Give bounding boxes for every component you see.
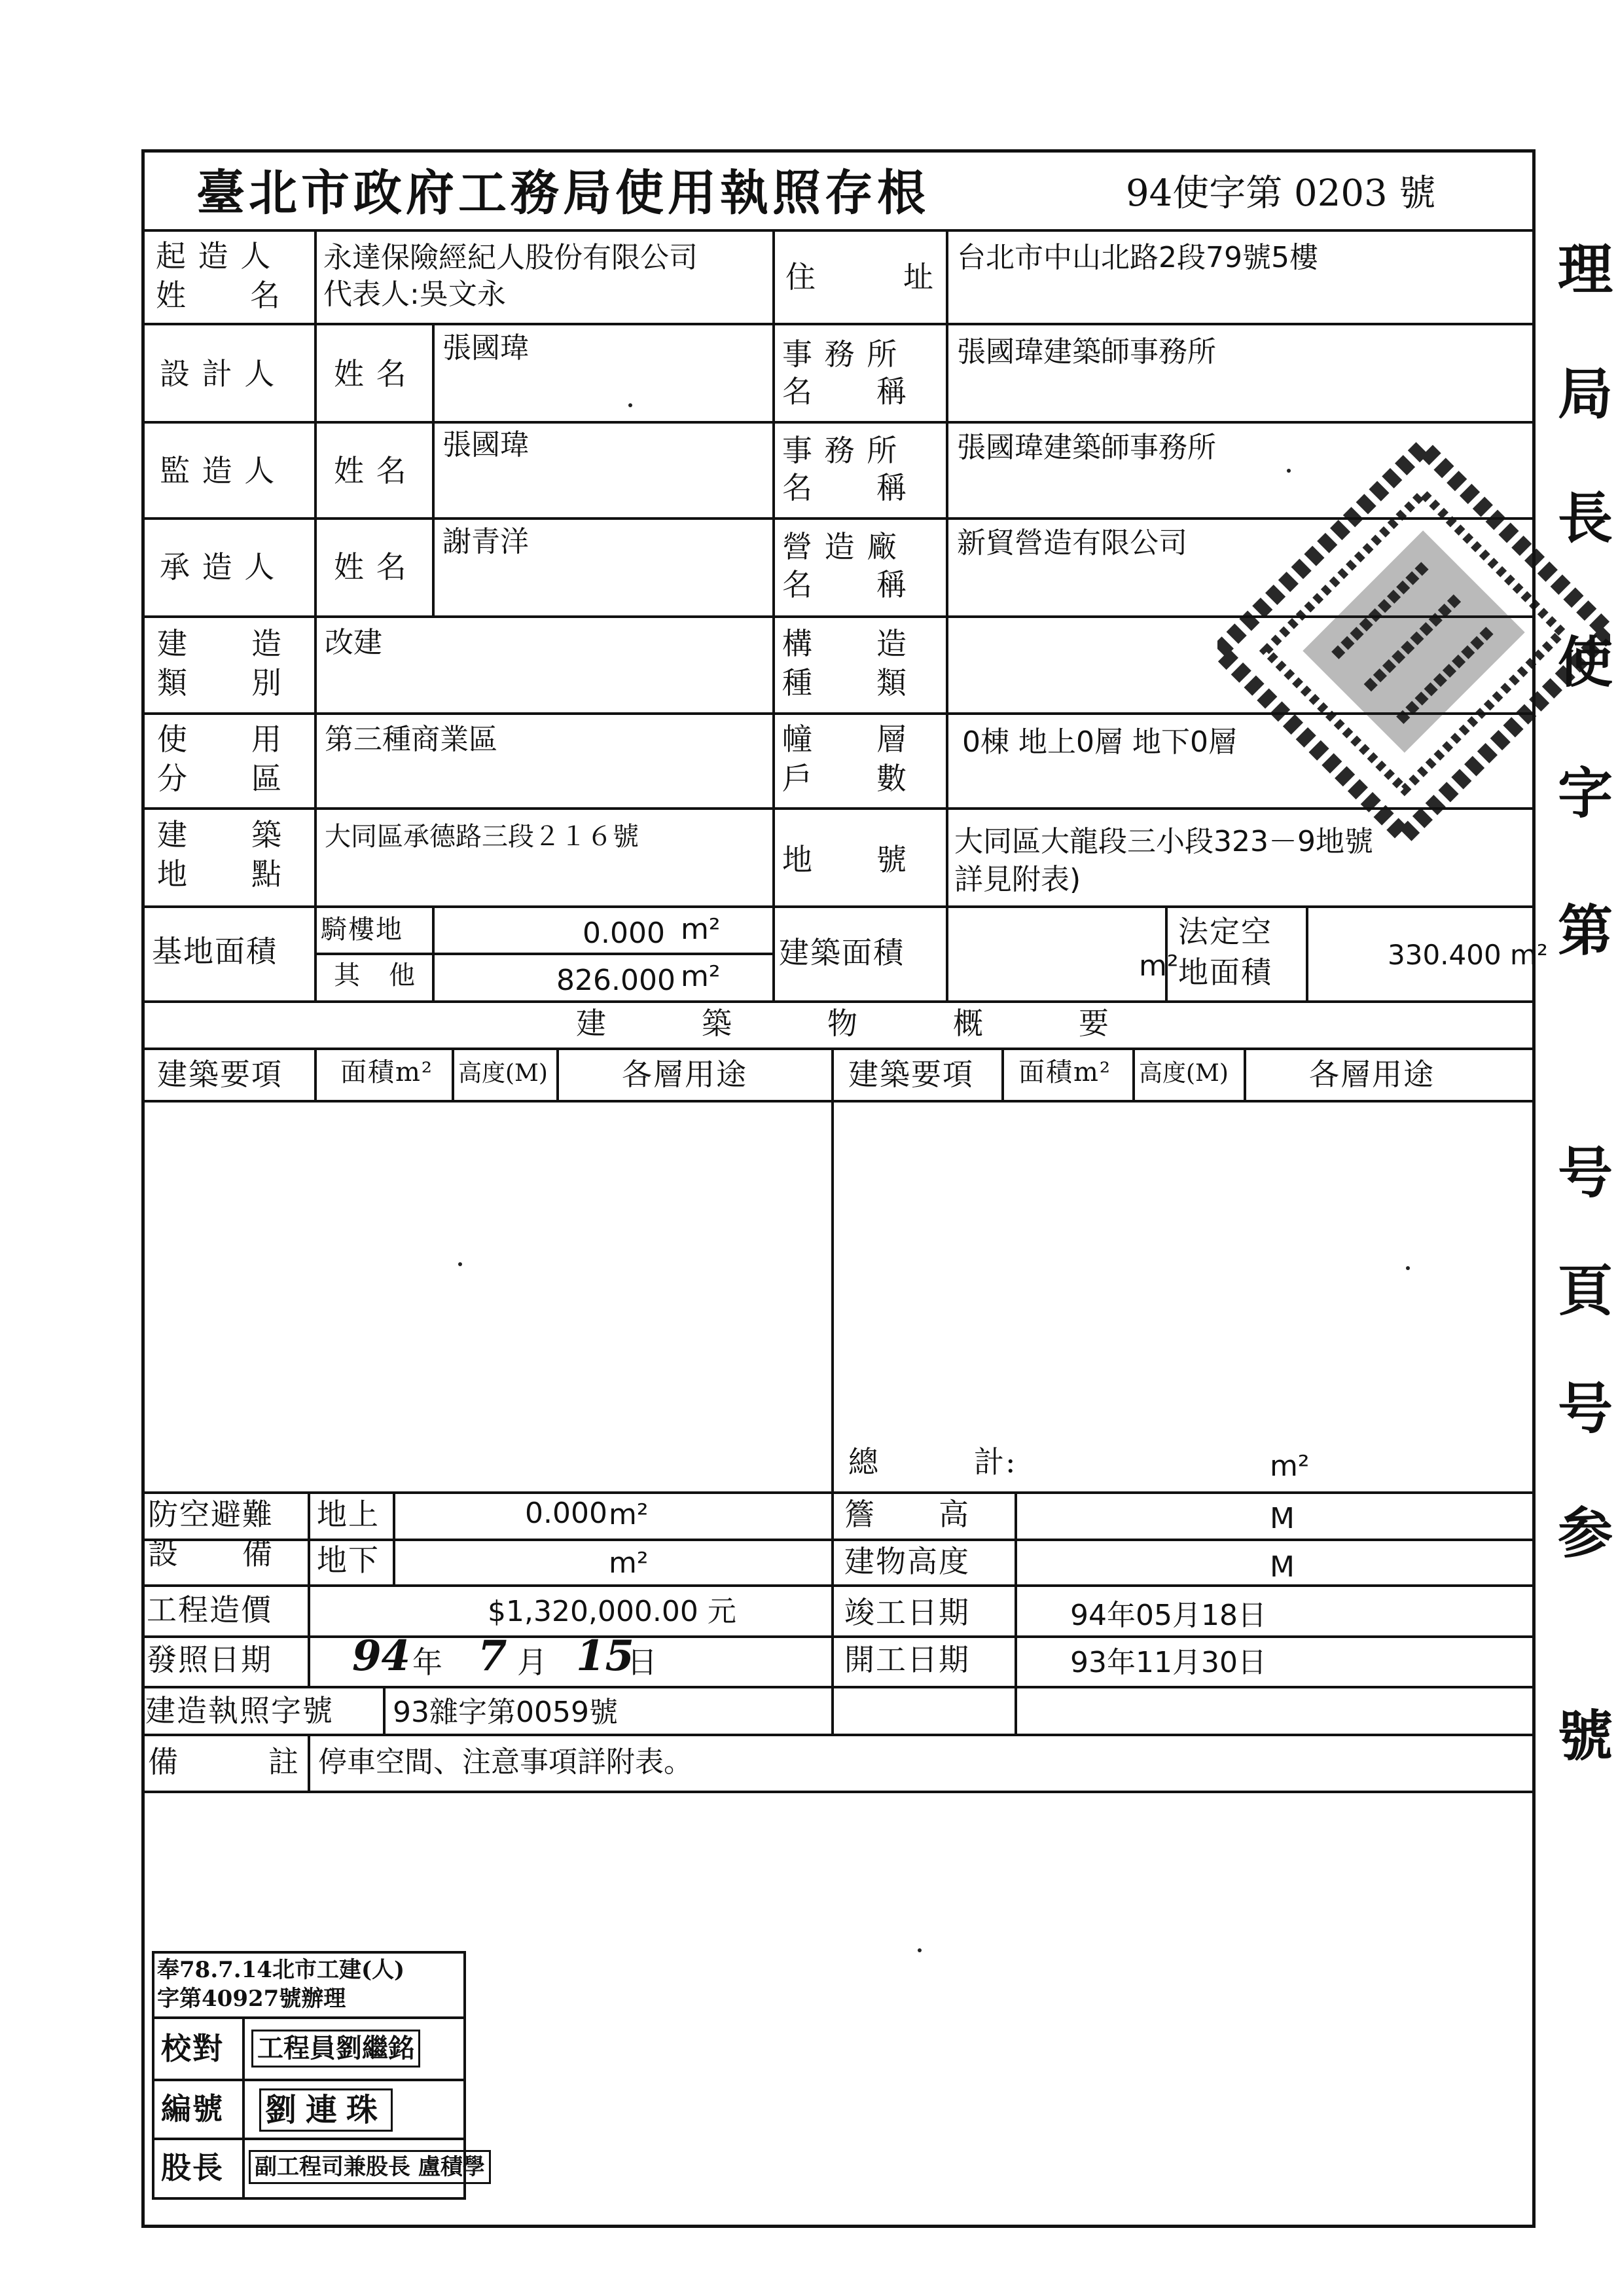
overview-col-area-right: 面積m² [1018, 1057, 1111, 1087]
issue-day-handwritten: 15 [576, 1631, 635, 1681]
approval-stamp-line2: 字第40927號辦理 [157, 1986, 346, 2012]
issue-day-unit: 日 [627, 1645, 658, 1680]
margin-stamp-char: 局 [1558, 361, 1613, 426]
rule [308, 1734, 310, 1791]
structure-label-1: 構 造 [782, 626, 908, 661]
scan-speck [458, 1262, 462, 1266]
shelter-above-label: 地上 [317, 1497, 380, 1532]
rule [141, 1539, 1536, 1541]
owner-representative: 代表人:吳文永 [323, 278, 506, 311]
base-area-label: 基地面積 [152, 934, 278, 969]
rule [308, 1491, 310, 1584]
other-area-label: 其 他 [334, 960, 416, 991]
rule [141, 1100, 1536, 1102]
overview-col-height-left: 高度(M) [458, 1060, 548, 1087]
cost-value: $1,320,000.00 元 [488, 1595, 736, 1628]
scan-speck [628, 403, 632, 407]
open-space-label-2: 地面積 [1178, 955, 1272, 990]
rule [1015, 1491, 1017, 1734]
supervisor-name: 張國瑋 [442, 428, 529, 462]
rule [141, 1791, 1536, 1793]
shelter-above-unit: m² [609, 1498, 649, 1531]
floors-label-1: 幢 層 [782, 721, 908, 757]
overview-col-area-left: 面積m² [340, 1057, 433, 1087]
address-label-a: 住 [785, 259, 817, 295]
start-date-value: 93年11月30日 [1070, 1646, 1267, 1679]
issue-year-unit: 年 [412, 1645, 444, 1680]
cost-label: 工程造價 [147, 1592, 272, 1628]
open-space-label-1: 法定空 [1178, 914, 1272, 949]
rule [383, 1686, 386, 1734]
construction-type-label-1: 建 造 [157, 626, 283, 661]
overview-heading: 建 築 物 概 要 [576, 1006, 1110, 1041]
diagonal-seal-stamp [1217, 288, 1610, 1008]
overview-col-item-left: 建築要項 [157, 1057, 283, 1092]
remarks-label-b: 註 [268, 1744, 300, 1779]
overview-total-label: 總 計: [848, 1444, 1017, 1480]
overview-total-unit: m² [1270, 1449, 1310, 1483]
supervisor-office: 張國瑋建築師事務所 [957, 431, 1216, 464]
rule [308, 1584, 310, 1686]
scan-speck [1406, 1266, 1410, 1270]
owner-label-2: 姓 名 [156, 278, 281, 313]
open-space-value: 330.400 m² [1388, 939, 1548, 971]
rule [393, 1491, 395, 1584]
designer-label: 設 計 人 [160, 356, 276, 392]
structure-label-2: 種 類 [782, 665, 908, 701]
margin-stamp-char: 長 [1558, 486, 1613, 551]
floors-label-2: 戶 數 [782, 761, 908, 796]
shelter-below-label: 地下 [317, 1542, 380, 1578]
rule [1132, 1048, 1135, 1100]
rule [314, 953, 772, 955]
address-label-b: 址 [903, 259, 935, 295]
shelter-label-2: 設 備 [148, 1536, 274, 1571]
approval-stamp-line1: 奉78.7.14北市工建(人) [157, 1957, 405, 1983]
chief-value: 副工程司兼股長 盧積學 [249, 2150, 491, 2184]
designer-office: 張國瑋建築師事務所 [957, 335, 1216, 369]
contractor-label: 承 造 人 [160, 549, 276, 585]
designer-name-label: 姓 名 [334, 356, 408, 392]
supervisor-name-label: 姓 名 [334, 453, 408, 488]
shelter-below-unit: m² [609, 1546, 649, 1580]
rule [946, 229, 948, 1000]
scan-speck [918, 1948, 922, 1952]
supervisor-office-label-1: 事 務 所 [782, 433, 899, 468]
rule [314, 1048, 317, 1100]
margin-stamp-char: 理 [1558, 237, 1613, 302]
eaves-label: 簷 高 [844, 1497, 970, 1532]
rule [141, 1635, 1536, 1638]
site-value: 大同區承德路三段２１６號 [325, 822, 639, 852]
number-value: 劉連珠 [259, 2088, 393, 2132]
margin-stamp-char: 第 [1558, 898, 1613, 963]
contractor-company-label-1: 營 造 廠 [782, 529, 899, 564]
zoning-label-1: 使 用 [157, 721, 283, 757]
rule [152, 2138, 466, 2140]
other-area-unit: m² [681, 960, 721, 993]
building-height-unit: M [1270, 1550, 1295, 1584]
overview-col-use-left: 各層用途 [622, 1057, 747, 1092]
shelter-above-value: 0.000 [525, 1497, 607, 1530]
margin-stamp-char: 号 [1558, 1140, 1613, 1205]
rule [772, 229, 775, 1000]
number-label: 編號 [161, 2091, 224, 2126]
rule [314, 229, 317, 1000]
page-title: 臺北市政府工務局使用執照存根 [196, 165, 929, 221]
remarks-label-a: 備 [148, 1744, 179, 1779]
rule [141, 1048, 1536, 1050]
license-number: 94使字第 0203 號 [1126, 172, 1436, 215]
site-label-1: 建 築 [157, 817, 283, 852]
floors-value: 0棟 地上0層 地下0層 [962, 725, 1237, 759]
arcade-value: 0.000 [583, 917, 665, 950]
rule [432, 905, 435, 1000]
permit-label: 建造執照字號 [145, 1693, 334, 1728]
rule [141, 229, 1536, 232]
contractor-name: 謝青洋 [442, 525, 529, 558]
owner-address: 台北市中山北路2段79號5樓 [957, 241, 1318, 274]
designer-office-label-1: 事 務 所 [782, 337, 899, 372]
owner-label-1: 起 造 人 [156, 238, 272, 274]
rule [152, 2016, 466, 2019]
supervisor-label: 監 造 人 [160, 453, 276, 488]
lot-label: 地 號 [782, 842, 908, 877]
issue-month-handwritten: 7 [478, 1631, 507, 1681]
right-margin-stamp [1558, 229, 1617, 1866]
zoning-label-2: 分 區 [157, 761, 283, 796]
issue-date-label: 發照日期 [147, 1642, 272, 1677]
margin-stamp-char: 号 [1558, 1376, 1613, 1441]
rule [432, 323, 435, 615]
site-label-2: 地 點 [157, 856, 283, 892]
building-area-unit: m² [1139, 949, 1179, 983]
overview-col-item-right: 建築要項 [848, 1057, 974, 1092]
remarks-value: 停車空間、注意事項詳附表。 [318, 1745, 692, 1779]
margin-stamp-char: 使 [1558, 630, 1613, 695]
overview-col-use-right: 各層用途 [1309, 1057, 1435, 1092]
arcade-unit: m² [681, 913, 721, 946]
contractor-company: 新貿營造有限公司 [957, 526, 1187, 560]
rule [556, 1048, 559, 1100]
start-date-label: 開工日期 [844, 1642, 970, 1677]
rule [1244, 1048, 1246, 1100]
margin-stamp-char: 號 [1558, 1704, 1613, 1768]
rule [452, 1048, 454, 1100]
chief-label: 股長 [161, 2150, 224, 2185]
scan-speck [1287, 469, 1291, 473]
contractor-name-label: 姓 名 [334, 549, 408, 585]
building-height-label: 建物高度 [844, 1544, 970, 1579]
issue-year-handwritten: 94 [352, 1631, 411, 1681]
margin-stamp-char: 字 [1558, 761, 1613, 826]
rule [242, 2016, 245, 2200]
margin-stamp-char: 参 [1558, 1501, 1613, 1565]
completion-value: 94年05月18日 [1070, 1599, 1267, 1632]
rule [141, 1686, 1536, 1688]
rule [152, 2079, 466, 2081]
designer-office-label-2: 名 稱 [782, 374, 908, 409]
other-area-value: 826.000 [556, 964, 675, 997]
completion-label: 竣工日期 [844, 1595, 970, 1630]
supervisor-office-label-2: 名 稱 [782, 470, 908, 505]
rule [141, 1491, 1536, 1494]
construction-type-value: 改建 [325, 626, 382, 659]
designer-name: 張國瑋 [442, 331, 529, 365]
check-value: 工程員劉繼銘 [251, 2030, 420, 2068]
arcade-label: 騎樓地 [321, 915, 403, 945]
issue-month-unit: 月 [517, 1645, 548, 1680]
rule [141, 1734, 1536, 1736]
rule [1001, 1048, 1004, 1100]
overview-col-height-right: 高度(M) [1139, 1060, 1229, 1087]
owner-name: 永達保險經紀人股份有限公司 [323, 241, 698, 274]
building-area-label: 建築面積 [779, 935, 905, 970]
lot-value-2: 詳見附表) [954, 863, 1081, 896]
zoning-value: 第三種商業區 [325, 723, 497, 756]
eaves-unit: M [1270, 1502, 1295, 1535]
rule [141, 1584, 1536, 1587]
construction-type-label-2: 類 別 [157, 665, 283, 701]
check-label: 校對 [161, 2031, 224, 2066]
contractor-company-label-2: 名 稱 [782, 567, 908, 602]
shelter-label-1: 防空避難 [148, 1497, 274, 1532]
margin-stamp-char: 頁 [1558, 1258, 1613, 1323]
lot-value-1: 大同區大龍段三小段323－9地號 [954, 825, 1373, 858]
permit-value: 93雜字第0059號 [393, 1696, 618, 1729]
rule [831, 1048, 834, 1734]
